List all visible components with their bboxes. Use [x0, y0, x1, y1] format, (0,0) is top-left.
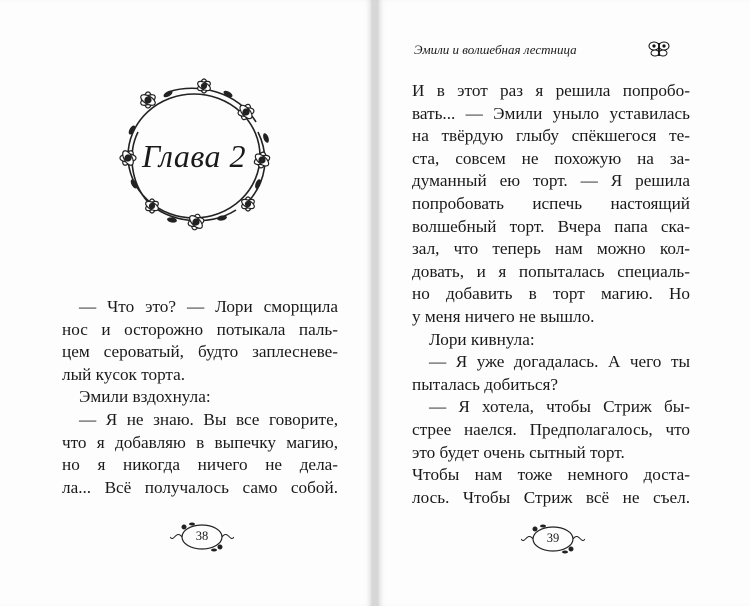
text-line: стрее наелся. Предполагалось, что [412, 419, 690, 439]
text-line: но добавить в торт магию. Но [412, 284, 690, 304]
text-line: но я никогда ничего не дела- [62, 455, 338, 475]
text-line: это будет очень сытный торт. [412, 442, 625, 462]
text-line: попробовать испечь настоящий [412, 193, 690, 213]
text-line: думанный ею торт. — Я решила [412, 171, 690, 191]
text-line: на твёрдую глыбу спёкшегося те- [412, 126, 690, 146]
text-line: И в этот раз я решила попробо- [412, 81, 690, 100]
text-line: Лори кивнула: [429, 329, 535, 349]
text-line: у меня ничего не вышло. [412, 306, 595, 326]
text-line: пыталась добиться? [412, 374, 559, 394]
text-line: Эмили вздохнула: [79, 387, 211, 407]
text-line: довать, и я попыталась специаль- [412, 261, 690, 281]
text-line: лый кусок торта. [62, 364, 186, 384]
text-line: лось. Чтобы Стриж всё не съел. [412, 487, 690, 507]
text-line: ла... Всё получалось само собой. [62, 477, 338, 497]
text-line: — Что это? — Лори сморщила [79, 297, 338, 316]
text-line: вать... — Эмили уныло уставилась [412, 103, 690, 123]
text-line: — Я уже догадалась. А чего ты [429, 352, 690, 372]
text-line: цем сероватый, будто заплесневе- [62, 342, 338, 362]
text-line: — Я хотела, чтобы Стриж бы- [429, 397, 690, 417]
text-line: ста, совсем не похожую на за- [412, 148, 690, 168]
right-page-text [412, 80, 690, 509]
page-number-left [170, 519, 234, 555]
left-page-text [62, 296, 338, 499]
text-line: что я добавляю в выпечку магию, [62, 432, 338, 452]
text-line: Чтобы нам тоже немного доста- [412, 465, 690, 485]
butterfly-icon [648, 40, 670, 58]
text-line: нос и осторожно потыкала паль- [62, 319, 338, 339]
text-line: зал, что теперь нам можно кол- [412, 239, 690, 259]
page-number-right [521, 521, 585, 557]
running-head: Эмили и волшебная лестница [414, 42, 577, 57]
page-number: 38 [195, 529, 209, 543]
text-line: — Я не знаю. Вы все говорите, [79, 409, 338, 429]
text-line: волшебный торт. Вчера папа ска- [412, 216, 690, 236]
page-number: 39 [546, 531, 560, 545]
left-page [0, 0, 373, 606]
chapter-title: Глава 2 [141, 138, 246, 174]
